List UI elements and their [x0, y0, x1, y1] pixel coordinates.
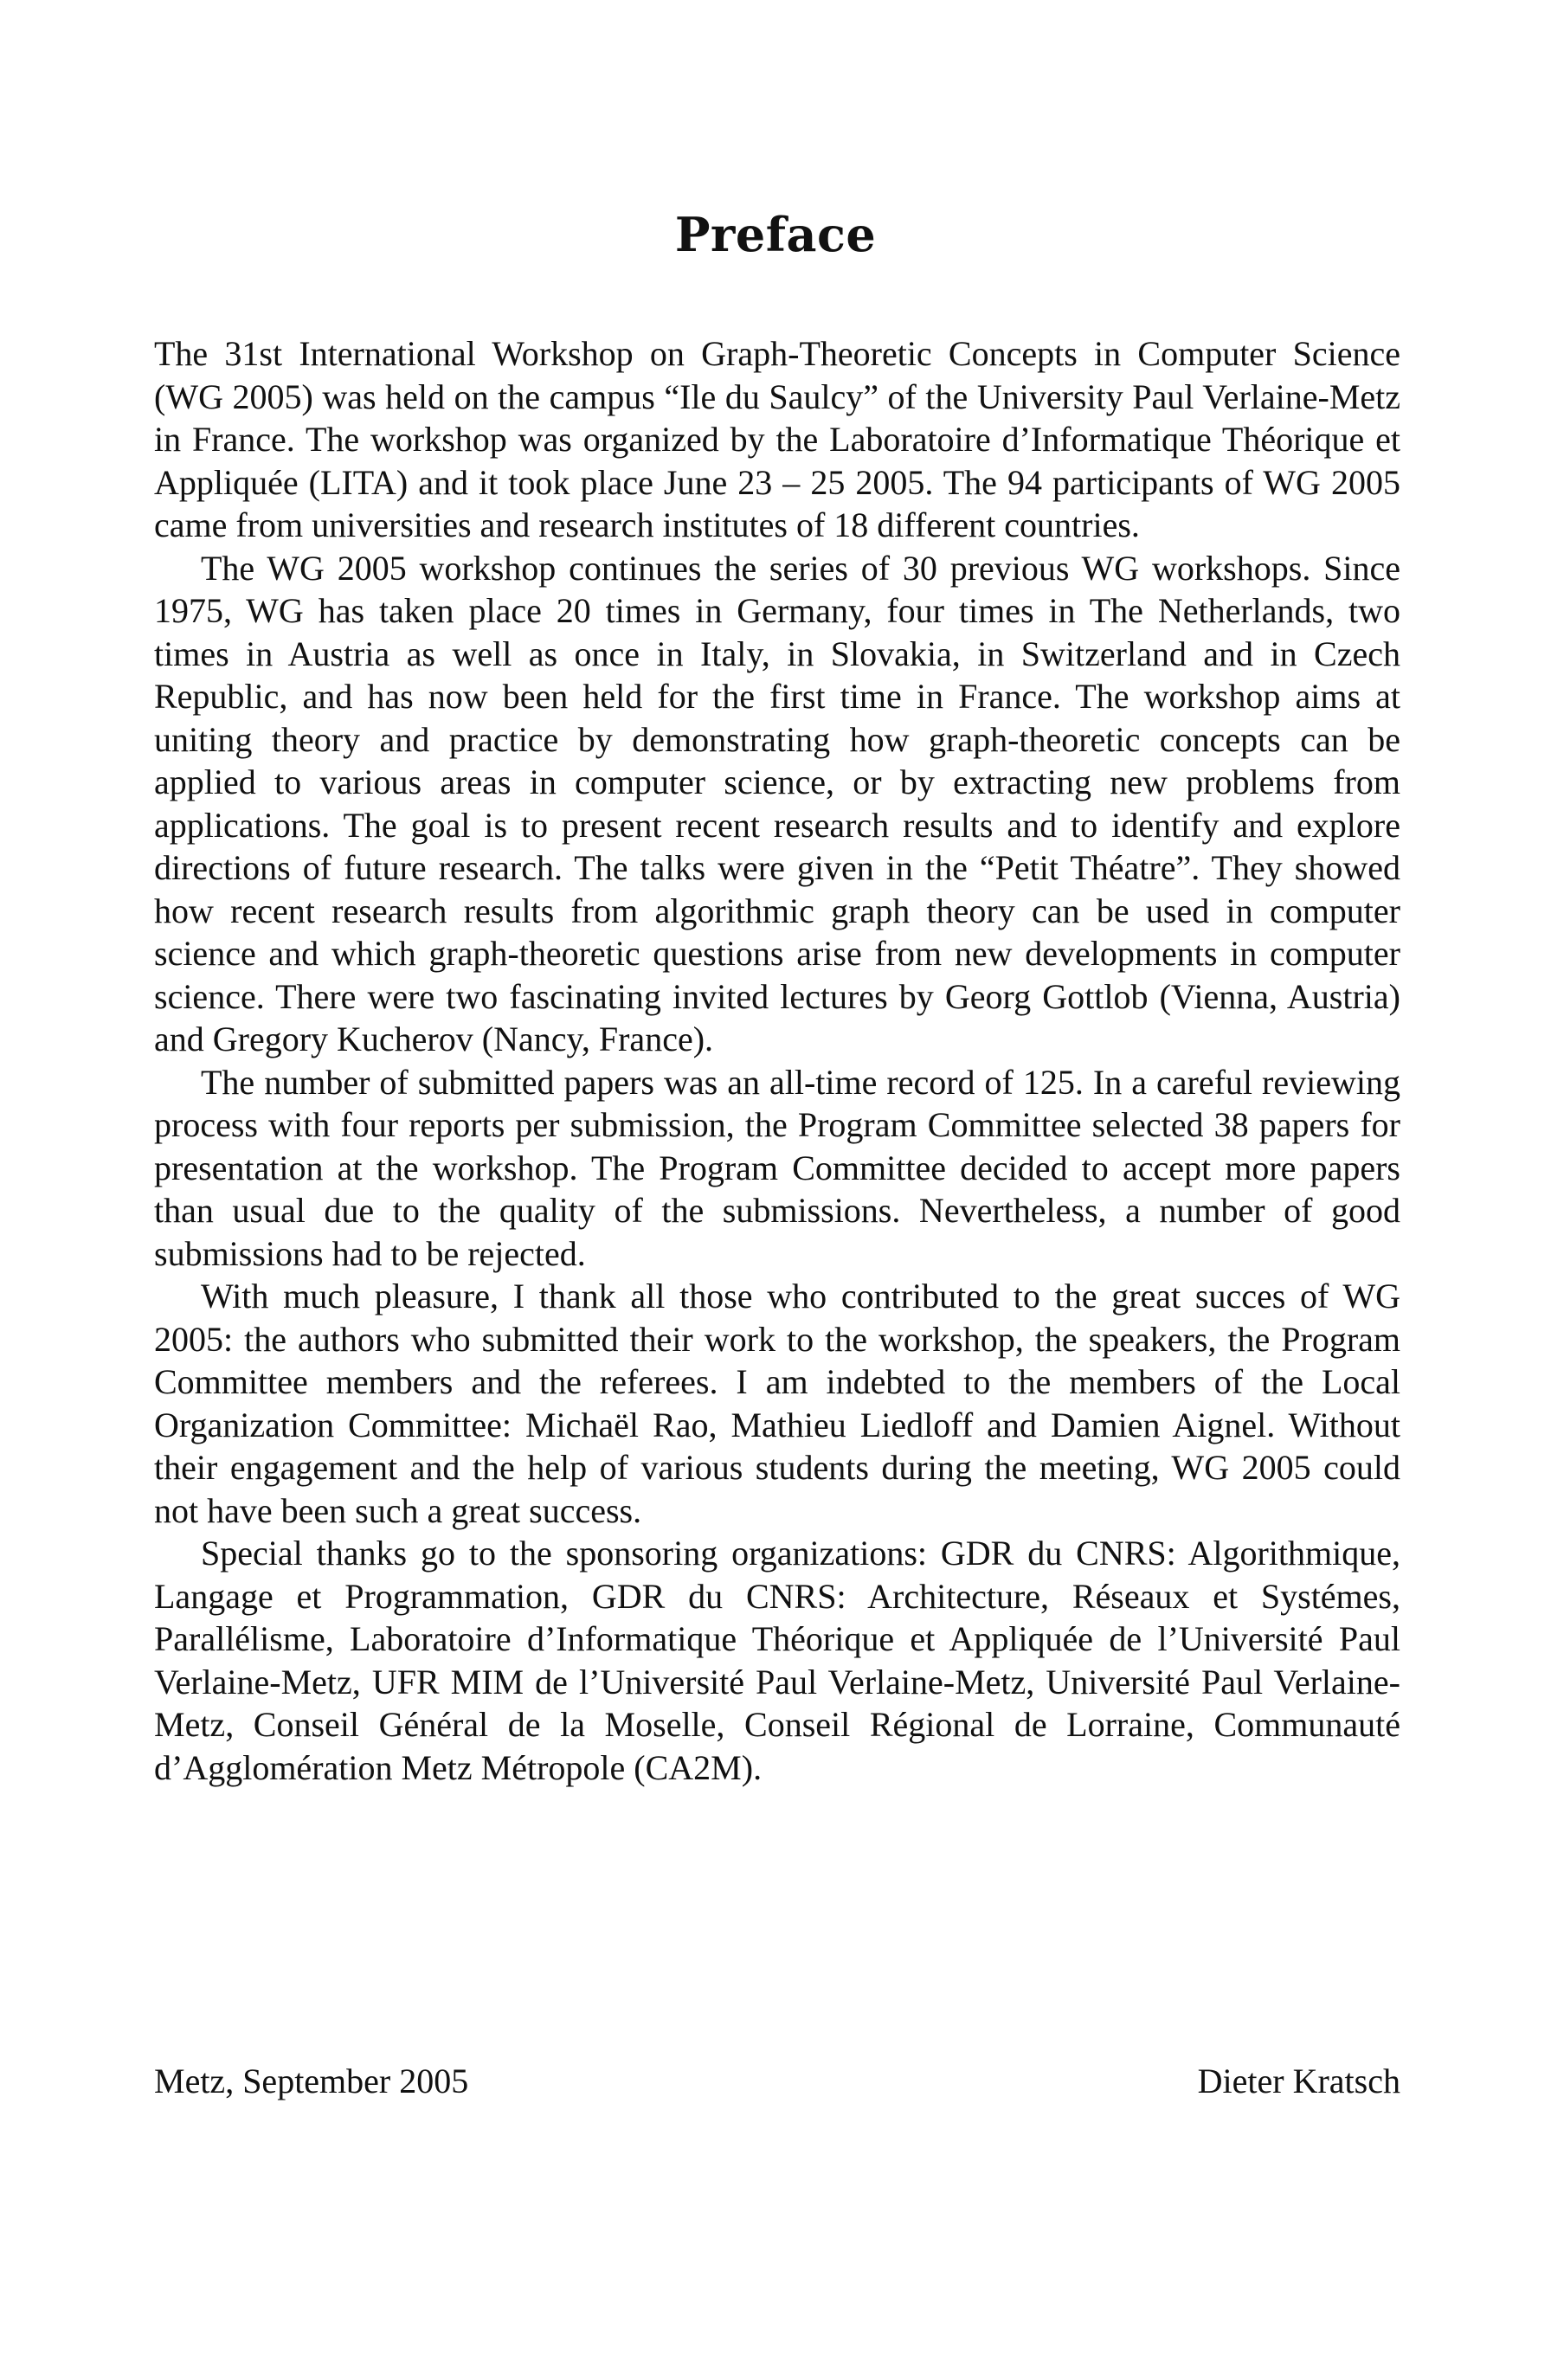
paragraph-3: The number of submitted papers was an all-time record of 125. In a careful reviewing process with four reports per submission, the Program Committee selected 38 papers for presentation at the workshop. The Program Committee decided to accept more papers than usual due to the quality of the submissions. Nevertheless, a number of good submissions had to be rejected.	[154, 1062, 1400, 1273]
paragraph-1: The 31st International Workshop on Graph-Theoretic Concepts in Computer Science (WG 2005) was held on the campus “Ile du Saulcy” of the University Paul Verlaine-Metz in France. The workshop was organized by the Laboratoire d’Informatique Théorique et Appliquée (LITA) and it took place June 23 – 25 2005. The 94 participants of WG 2005 came from universities and research institutes of 18 different countries.	[154, 334, 1400, 544]
page-title: Preface	[674, 207, 877, 263]
paragraph-5: Special thanks go to the sponsoring organizations: GDR du CNRS: Algorithmique, Langage et Programmation, GDR du CNRS: Architecture, Réseaux et Systémes, Parallélisme, Laboratoire d’Informatique Théorique et Appliquée de l’Université Paul Verlaine-Metz, UFR MIM de l’Université Paul Verlaine-Metz, Université Paul Verlaine-Metz, Conseil Général de la Moselle, Conseil Régional de Lorraine, Communauté d’Agglomération Metz Métropole (CA2M).	[154, 1534, 1400, 1787]
signature-row	[154, 2060, 1400, 2103]
author-name: Dieter Kratsch	[1197, 2062, 1400, 2100]
preface-body	[154, 332, 1400, 1789]
place-date: Metz, September 2005	[154, 2062, 469, 2100]
paragraph-2: The WG 2005 workshop continues the series of 30 previous WG workshops. Since 1975, WG has taken place 20 times in Germany, four times in The Netherlands, two times in Austria as well as once in Italy, in Slovakia, in Switzerland and in Czech Republic, and has now been held for the first time in France. The workshop aims at uniting theory and practice by demonstrating how graph-theoretic concepts can be applied to various areas in computer science, or by extracting new problems from applications. The goal is to present recent research results and to identify and explore directions of future research. The talks were given in the “Petit Théatre”. They showed how recent research results from algorithmic graph theory can be used in computer science and which graph-theoretic questions arise from new developments in computer science. There were two fascinating invited lectures by Georg Gottlob (Vienna, Austria) and Gregory Kucherov (Nancy, France).	[154, 548, 1400, 1058]
paragraph-4: With much pleasure, I thank all those who contributed to the great succes of WG 2005: the authors who submitted their work to the workshop, the speakers, the Program Committee members and the referees. I am indebted to the members of the Local Organization Committee: Michaël Rao, Mathieu Liedloff and Damien Aignel. Without their engagement and the help of various students during the meeting, WG 2005 could not have been such a great success.	[154, 1277, 1400, 1530]
